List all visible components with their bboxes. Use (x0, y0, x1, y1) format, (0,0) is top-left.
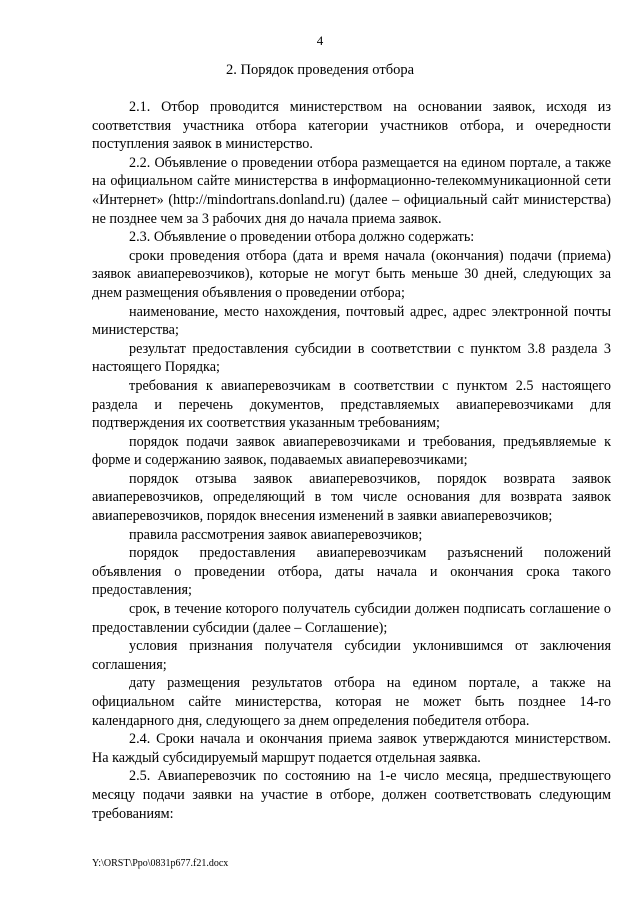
paragraph: результат предоставления субсидии в соответствии с пунктом 3.8 раздела 3 настоящего Порядка; (92, 340, 611, 376)
paragraph: наименование, место нахождения, почтовый адрес, адрес электронной почты министерства; (92, 303, 611, 339)
paragraph: порядок отзыва заявок авиаперевозчиков, порядок возврата заявок авиаперевозчиков, определяющий в том числе основания для возврата заявок авиаперевозчиков, порядок внесения изменений в заявки авиаперевозчиков; (92, 470, 611, 525)
paragraph: сроки проведения отбора (дата и время начала (окончания) подачи (приема) заявок авиаперевозчиков), которые не могут быть меньше 30 дней, следующих за днем размещения объявления о проведении отбора; (92, 247, 611, 301)
paragraph: дату размещения результатов отбора на едином портале, а также на официальном сайте министерства, которая не может быть позднее 14-го календарного дня, следующего за днем определения победителя отбора. (92, 675, 611, 729)
paragraph: 2.4. Сроки начала и окончания приема заявок утверждаются министерством. На каждый субсидируемый маршрут подается отдельная заявка. (92, 731, 611, 766)
section-title: 2. Порядок проведения отбора (225, 62, 415, 78)
paragraph: условия признания получателя субсидии уклонившимся от заключения соглашения; (92, 638, 611, 673)
paragraph: правила рассмотрения заявок авиаперевозчиков; (129, 526, 423, 543)
paragraph: срок, в течение которого получатель субсидии должен подписать соглашение о предоставлении субсидии (далее – Соглашение); (92, 601, 611, 636)
paragraph: 2.1. Отбор проводится министерством на основании заявок, исходя из соответствия участника отбора категории участников отбора, и очередности поступления заявок в министерство. (92, 99, 611, 153)
paragraph: 2.2. Объявление о проведении отбора размещается на едином портале, а также на официальном сайте министерства в информационно-телекоммуникационной сети «Интернет» (http://mindortrans.donland.ru) (далее – официальный сайт министерства) не позднее чем за 3 рабочих дня до начала приема заявок. (92, 154, 611, 227)
paragraph: 2.3. Объявление о проведении отбора должно содержать: (129, 229, 475, 246)
paragraph: порядок предоставления авиаперевозчикам разъяснений положений объявления о проведении отбора, даты начала и окончания срока такого предоставления; (92, 545, 611, 599)
paragraph: требования к авиаперевозчикам в соответствии с пунктом 2.5 настоящего раздела и перечень документов, представляемых авиаперевозчиками для подтверждения их соответствия указанным требованиям; (92, 377, 611, 432)
document-body (92, 98, 611, 823)
paragraph: порядок подачи заявок авиаперевозчиками и требования, предъявляемые к форме и содержанию заявок, подаваемых авиаперевозчиками; (92, 433, 611, 469)
paragraph: 2.5. Авиаперевозчик по состоянию на 1-е число месяца, предшествующего месяцу подачи заявки на участие в отборе, должен соответствовать следующим требованиям: (92, 768, 611, 822)
page-number: 4 (316, 33, 324, 48)
footer-file-path: Y:\ORST\Ppo\0831p677.f21.docx (92, 858, 229, 869)
